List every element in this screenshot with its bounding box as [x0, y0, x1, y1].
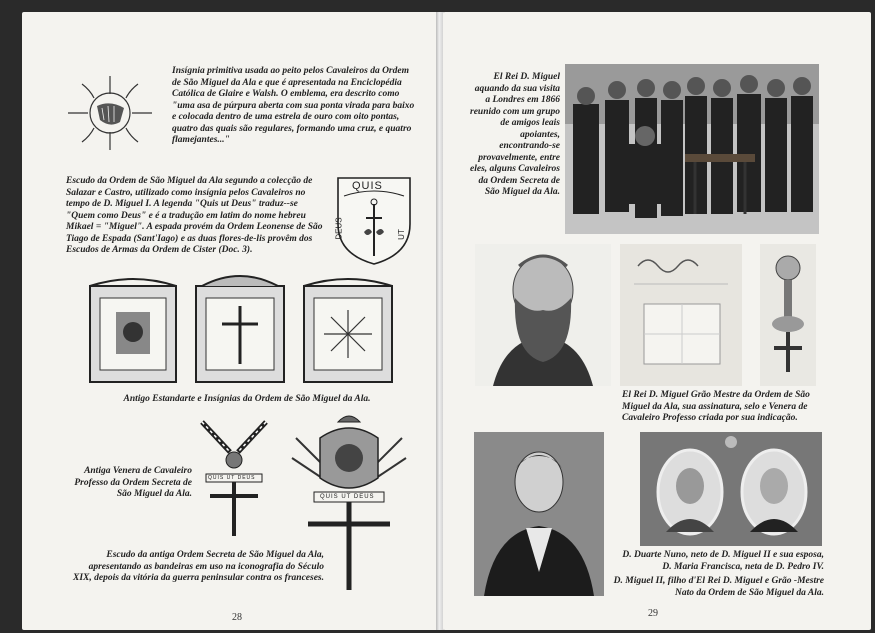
caption-london: El Rei D. Miguel aquando da sua visita a Londres em 1866 reunido com um grupo de amigos leais apoiantes, encontrando-se provavelmente, entre eles, alguns Cavaleiros da Ordem Secreta de São Miguel da Ala. [470, 72, 561, 197]
venera-professo-photo [760, 244, 816, 386]
star-insignia-figure [64, 72, 156, 154]
caption-insignia: Insígnia primitiva usada ao peito pelos Cavaleiros da Ordem de São Miguel da Ala e que é apresentada na Enciclopédia Católica de Glaire e Walsh. O emblema, era descrito como "uma asa de púrpura aberta com sua ponta virada para baixo e colocada dentro de uma estrela de ouro com oito pontas, quatro das quais são regulares, formando uma cruz, e quatro flamejantes..." [172, 66, 415, 145]
ribbon-text-venera: QUIS UT DEUS [208, 475, 256, 481]
page-number-right: 29 [648, 608, 658, 619]
banner-3 [300, 276, 396, 388]
caption-bandeiras: Escudo da antiga Ordem Secreta de São Miguel da Ala, apresentando as bandeiras em uso na iconografia do Século XIX, depois da vitória da guerra peninsular contra os franceses. [73, 550, 324, 583]
caption-estandarte: Antigo Estandarte e Insígnias da Ordem de São Miguel da Ala. [123, 394, 371, 404]
london-group-photo [565, 64, 819, 234]
dom-miguel-portrait [475, 244, 611, 386]
duarte-nuno-couple-photo [640, 432, 822, 546]
banner-1 [86, 276, 180, 388]
shield-text-top: QUIS [352, 180, 383, 192]
ribbon-text-escudo: QUIS UT DEUS [320, 494, 375, 500]
caption-grao-mestre: El Rei D. Miguel Grão Mestre da Ordem de São Miguel da Ala, sua assinatura, selo e Venera de Cavaleiro Professo criada por sua indicação. [622, 390, 810, 423]
caption-escudo: Escudo da Ordem de São Miguel da Ala segundo a colecção de Salazar e Castro, utilizado como insígnia pelos Cavaleiros no tempo de D. Miguel I. A legenda "Quis ut Deus" traduz--se "Quem como Deus" e é a tradução em latim do nome hebreu Mikael = "Miguel". A espada provém da Ordem Leonense de São Tiago de Espada (Sant'Iago) e as duas flores-de-lis provêm dos Escudos de Armas da Ordem de Cister (Doc. 3). [66, 176, 323, 255]
caption-miguel-ii: D. Miguel II, filho d'El Rei D. Miguel e Grão -Mestre Nato da Ordem de São Miguel da Ala. [613, 576, 824, 598]
shield-text-right: UT [396, 229, 406, 240]
banner-2 [192, 272, 288, 388]
page-number-left: 28 [232, 612, 242, 623]
shield-text-left: DEUS [334, 217, 344, 240]
caption-venera: Antiga Venera de Cavaleiro Professo da Ordem Secreta de São Miguel da Ala. [74, 466, 192, 499]
caption-duarte: D. Duarte Nuno, neto de D. Miguel II e sua esposa, D. Maria Francisca, neta de D. Pedro IV. [622, 550, 824, 572]
signature-seal-document [620, 244, 742, 386]
dom-miguel-ii-portrait [474, 432, 604, 596]
